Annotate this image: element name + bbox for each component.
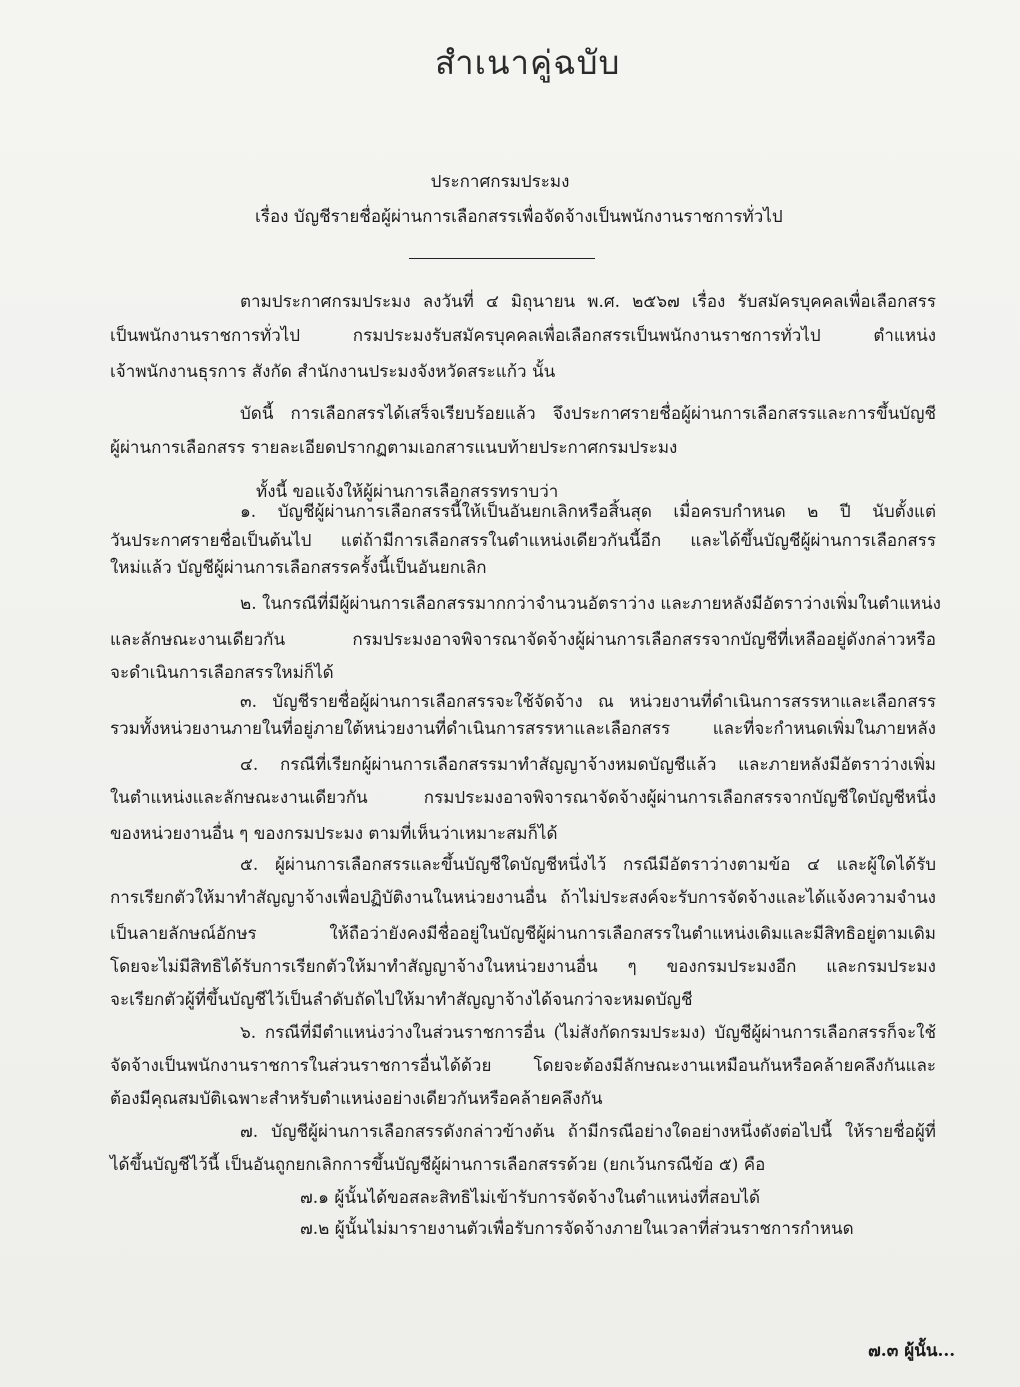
copy-stamp-header: สำเนาคู่ฉบับ <box>435 43 621 82</box>
clause-6-line: จัดจ้างเป็นพนักงานราชการในส่วนราชการอื่นได้ด้วย โดยจะต้องมีลักษณะงานเหมือนกันหรือคล้ายคลึงกันและ <box>110 1056 936 1076</box>
clause-5-line: ๕. ผู้ผ่านการเลือกสรรและขึ้นบัญชีใดบัญชีหนึ่งไว้ กรณีมีอัตราว่างตามข้อ ๔ และผู้ใดได้รับ <box>240 855 936 875</box>
clause-1-line: ๑. บัญชีผู้ผ่านการเลือกสรรนี้ให้เป็นอันยกเลิกหรือสิ้นสุด เมื่อครบกำหนด ๒ ปี นับตั้งแต่ <box>240 502 936 522</box>
clause-3-line: รวมทั้งหน่วยงานภายในที่อยู่ภายใต้หน่วยงานที่ดำเนินการสรรหาและเลือกสรร และที่จะกำหนดเพิ่มในภายหลัง <box>110 719 936 739</box>
clause-2-line: จะดำเนินการเลือกสรรใหม่ก็ได้ <box>110 663 334 683</box>
body-line: บัดนี้ การเลือกสรรได้เสร็จเรียบร้อยแล้ว จึงประกาศรายชื่อผู้ผ่านการเลือกสรรและการขึ้นบัญชี <box>240 404 936 424</box>
clause-6-line: ต้องมีคุณสมบัติเฉพาะสำหรับตำแหน่งอย่างเดียวกันหรือคล้ายคลึงกัน <box>110 1089 603 1109</box>
continuation-marker: ๗.๓ ผู้นั้น... <box>868 1341 956 1361</box>
clause-7-line: ๗. บัญชีผู้ผ่านการเลือกสรรดังกล่าวข้างต้น ถ้ามีกรณีอย่างใดอย่างหนึ่งดังต่อไปนี้ ให้รายชื่อผู้ที่ <box>240 1122 936 1142</box>
title-underline <box>409 258 595 259</box>
clause-1-line: วันประกาศรายชื่อเป็นต้นไป แต่ถ้ามีการเลือกสรรในตำแหน่งเดียวกันนี้อีก และได้ขึ้นบัญชีผู้ผ่านการเลือกสรร <box>110 531 936 551</box>
clause-5-line: โดยจะไม่มีสิทธิได้รับการเรียกตัวให้มาทำสัญญาจ้างในหน่วยงานอื่น ๆ ของกรมประมงอีก และกรมประมง <box>110 957 936 977</box>
body-line: ตามประกาศกรมประมง ลงวันที่ ๔ มิถุนายน พ.ศ. ๒๕๖๗ เรื่อง รับสมัครบุคคลเพื่อเลือกสรร <box>240 292 936 312</box>
clause-6-line: ๖. กรณีที่มีตำแหน่งว่างในส่วนราชการอื่น (ไม่สังกัดกรมประมง) บัญชีผู้ผ่านการเลือกสรรก็จะใช้ <box>240 1023 936 1043</box>
body-line: ทั้งนี้ ขอแจ้งให้ผู้ผ่านการเลือกสรรทราบว่า <box>256 482 559 502</box>
body-line: เจ้าพนักงานธุรการ สังกัด สำนักงานประมงจังหวัดสระแก้ว นั้น <box>110 362 556 382</box>
clause-1-line: ใหม่แล้ว บัญชีผู้ผ่านการเลือกสรรครั้งนี้เป็นอันยกเลิก <box>110 558 487 578</box>
clause-7-2: ๗.๒ ผู้นั้นไม่มารายงานตัวเพื่อรับการจัดจ้างภายในเวลาที่ส่วนราชการกำหนด <box>300 1219 854 1239</box>
announcement-title <box>0 168 1020 195</box>
clause-5-line: จะเรียกตัวผู้ที่ขึ้นบัญชีไว้เป็นลำดับถัดไปให้มาทำสัญญาจ้างได้จนกว่าจะหมดบัญชี <box>110 990 693 1010</box>
clause-7-line: ได้ขึ้นบัญชีไว้นี้ เป็นอันถูกยกเลิกการขึ้นบัญชีผู้ผ่านการเลือกสรรด้วย (ยกเว้นกรณีข้อ ๕) คือ <box>110 1155 766 1175</box>
clause-5-line: เป็นลายลักษณ์อักษร ให้ถือว่ายังคงมีชื่ออยู่ในบัญชีผู้ผ่านการเลือกสรรในตำแหน่งเดิมและมีสิทธิอยู่ตามเดิม <box>110 924 936 944</box>
clause-7-1: ๗.๑ ผู้นั้นได้ขอสละสิทธิไม่เข้ารับการจัดจ้างในตำแหน่งที่สอบได้ <box>300 1188 761 1208</box>
clause-4-line: ในตำแหน่งและลักษณะงานเดียวกัน กรมประมงอาจพิจารณาจัดจ้างผู้ผ่านการเลือกสรรจากบัญชีใดบัญชีหนึ่ง <box>110 788 936 808</box>
body-line: เป็นพนักงานราชการทั่วไป กรมประมงรับสมัครบุคคลเพื่อเลือกสรรเป็นพนักงานราชการทั่วไป ตำแหน่ง <box>110 326 936 346</box>
clause-3-line: ๓. บัญชีรายชื่อผู้ผ่านการเลือกสรรจะใช้จัดจ้าง ณ หน่วยงานที่ดำเนินการสรรหาและเลือกสรร <box>240 692 936 712</box>
clause-2-line: และลักษณะงานเดียวกัน กรมประมงอาจพิจารณาจัดจ้างผู้ผ่านการเลือกสรรจากบัญชีที่เหลืออยู่ดังกล่าวหรือ <box>110 630 936 650</box>
announcement-title-text: ประกาศกรมประมง <box>430 172 570 192</box>
clause-4-line: ๔. กรณีที่เรียกผู้ผ่านการเลือกสรรมาทำสัญญาจ้างหมดบัญชีแล้ว และภายหลังมีอัตราว่างเพิ่ม <box>240 755 936 775</box>
announcement-subject: เรื่อง บัญชีรายชื่อผู้ผ่านการเลือกสรรเพื่อจัดจ้างเป็นพนักงานราชการทั่วไป <box>255 207 783 227</box>
clause-4-line: ของหน่วยงานอื่น ๆ ของกรมประมง ตามที่เห็นว่าเหมาะสมก็ได้ <box>110 824 558 844</box>
clause-2-line: ๒. ในกรณีที่มีผู้ผ่านการเลือกสรรมากกว่าจำนวนอัตราว่าง และภายหลังมีอัตราว่างเพิ่มในตำแหน่ง <box>240 594 941 614</box>
clause-5-line: การเรียกตัวให้มาทำสัญญาจ้างเพื่อปฏิบัติงานในหน่วยงานอื่น ถ้าไม่ประสงค์จะรับการจัดจ้างและได้แจ้งความจำนง <box>110 888 936 908</box>
body-line: ผู้ผ่านการเลือกสรร รายละเอียดปรากฏตามเอกสารแนบท้ายประกาศกรมประมง <box>110 438 678 458</box>
